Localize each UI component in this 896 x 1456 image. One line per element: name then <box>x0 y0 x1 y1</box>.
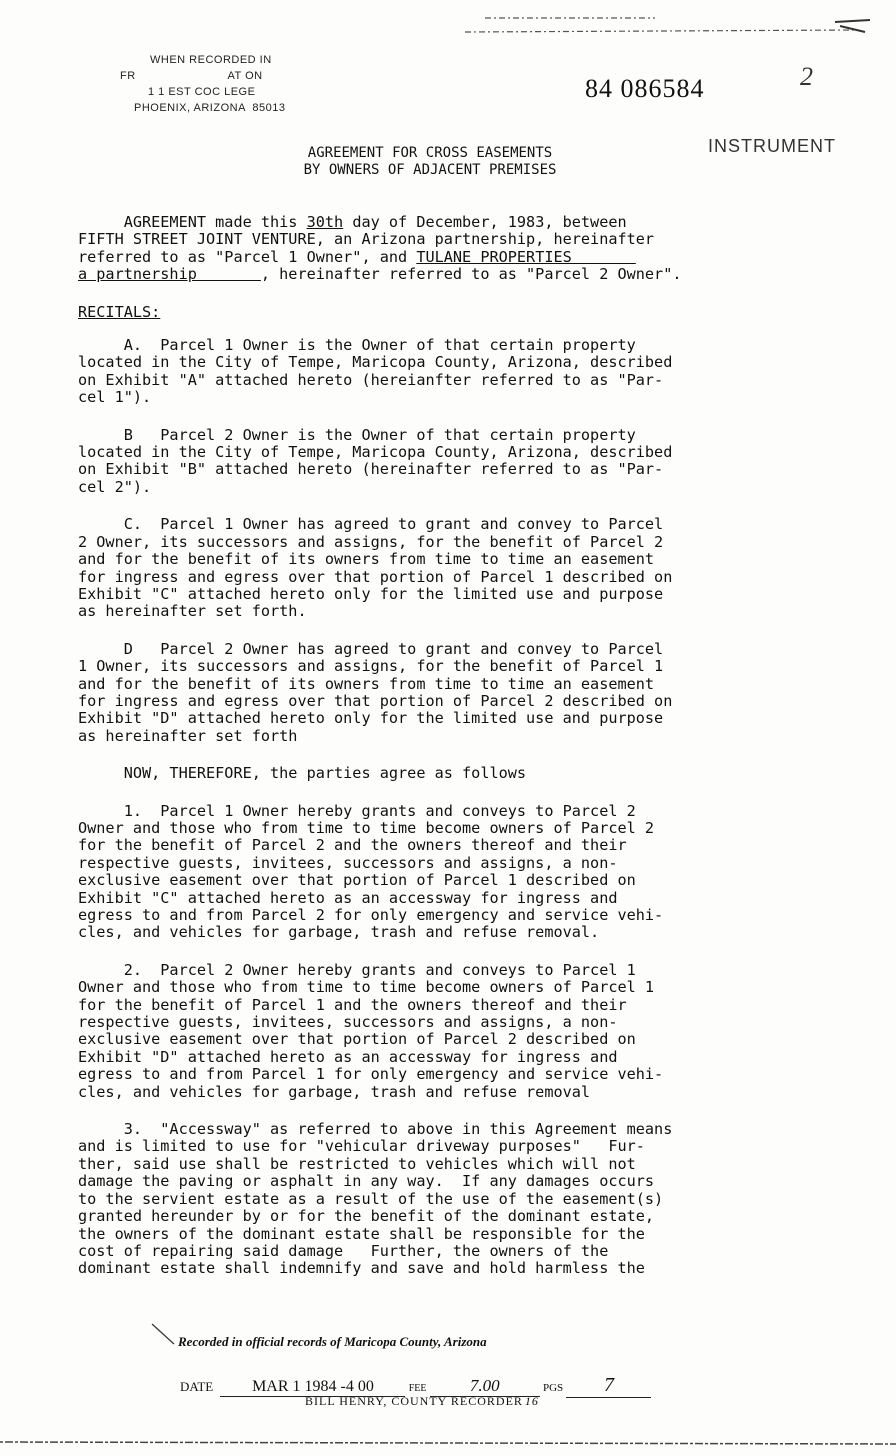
title-line-1: AGREEMENT FOR CROSS EASEMENTS <box>307 145 553 161</box>
document-body <box>78 214 788 1298</box>
stamp-line-3: 1 1 EST COC LEGE <box>148 86 256 98</box>
agreement-day: 30th <box>306 213 344 231</box>
document-title <box>180 145 680 179</box>
instrument-label: INSTRUMENT <box>708 136 836 156</box>
intro-paragraph <box>78 214 788 284</box>
pgs-label: PGS <box>543 1382 564 1394</box>
recital-a: A. Parcel 1 Owner is the Owner of that certain property located in the City of Tempe, Maricopa County, Arizona, described on Exhibit "A" attached hereto (hereianfter referred to as "Par- cel 1"). <box>78 336 673 407</box>
title-line-2: BY OWNERS OF ADJACENT PREMISES <box>303 162 557 178</box>
recital-c: C. Parcel 1 Owner has agreed to grant and convey to Parcel 2 Owner, its successors and assigns, for the benefit of Parcel 2 and for the benefit of its owners from time to time an easement for ingress and egress over that portion of Parcel 1 described on Exhibit "C" attached hereto only for the limited use and purpose as hereinafter set forth. <box>78 515 673 621</box>
recording-title: Recorded in official records of Maricopa County, Arizona <box>178 1334 487 1349</box>
now-therefore: NOW, THEREFORE, the parties agree as follows <box>78 764 527 783</box>
clause-1: 1. Parcel 1 Owner hereby grants and conveys to Parcel 2 Owner and those who from time to time become owners of Parcel 2 for the benefit of Parcel 2 and the owners thereof and their respective guests, invitees, successors and assigns, a non- exclusive easement over that portion of Parcel 1 described on Exhibit "C" attached hereto as an accessway for ingress and egress to and from Parcel 2 for only emergency and service vehi- cles, and vehicles for garbage, trash and refuse removal. <box>78 801 664 942</box>
party-name: TULANE PROPERTIES <box>416 247 636 266</box>
return-address-stamp <box>120 52 320 116</box>
recital-b: B Parcel 2 Owner is the Owner of that certain property located in the City of Tempe, Maricopa County, Arizona, described on Exhibit "B" attached hereto (hereinafter referred to as "Par- cel 2"). <box>78 425 673 496</box>
stamp-line-2: FR AT ON <box>120 70 263 82</box>
recorder-mark: 16 <box>524 1394 539 1408</box>
date-label: DATE <box>180 1379 214 1394</box>
document-number: 84 086584 <box>585 74 705 103</box>
scan-artifact-bottom <box>0 1436 896 1450</box>
clause-2: 2. Parcel 2 Owner hereby grants and conveys to Parcel 1 Owner and those who from time to time become owners of Parcel 1 for the benefit of Parcel 1 and the owners thereof and their respective guests, invitees, successors and assigns, a non- exclusive easement over that portion of Parcel 2 described on Exhibit "D" attached hereto as an accessway for ingress and egress to and from Parcel 1 for only emergency and service vehi- cles, and vehicles for garbage, trash and refuse removal <box>78 960 664 1101</box>
recital-d: D Parcel 2 Owner has agreed to grant and convey to Parcel 1 Owner, its successors and assigns, for the benefit of Parcel 1 and for the benefit of its owners from time to time an easement for ingress and egress over that portion of Parcel 2 described on Exhibit "D" attached hereto only for the limited use and purpose as hereinafter set forth <box>78 639 673 745</box>
intro-text-3: , hereinafter referred to as "Parcel 2 Owner". <box>260 265 682 284</box>
stamp-line-1: WHEN RECORDED IN <box>150 54 272 66</box>
scan-artifact-top <box>455 12 875 36</box>
fee-value: 7.00 <box>430 1376 540 1397</box>
stamp-line-4: PHOENIX, ARIZONA 85013 <box>134 102 286 114</box>
intro-text-1: AGREEMENT made this <box>78 213 307 231</box>
intro-text-2: day of December, 1983, between FIFTH STREET JOINT VENTURE, an Arizona partnership, hereinafter referred to as "Parcel 1 Owner", and <box>78 213 655 266</box>
fee-label: FEE <box>408 1383 427 1394</box>
handwritten-mark: 2 <box>800 62 813 91</box>
recitals-heading: RECITALS: <box>78 302 161 321</box>
party-type: a partnership <box>78 265 261 284</box>
clause-3: 3. "Accessway" as referred to above in this Agreement means and is limited to use for "vehicular driveway purposes" Fur- ther, said use shall be restricted to vehicles which will not damage the paving or asphalt in any way. If any damages occurs to the servient estate as a result of the use of the easement(s) granted hereunder by or for the benefit of the dominant estate, the owners of the dominant estate shall be responsible for the cost of repairing said damage Further, the owners of the dominant estate shall indemnify and save and hold harmless the <box>78 1120 673 1278</box>
recorder-name: BILL HENRY, COUNTY RECORDER <box>305 1394 523 1408</box>
tick-mark <box>150 1322 180 1352</box>
recorder-line <box>305 1394 539 1409</box>
date-value: MAR 1 1984 -4 00 <box>220 1378 405 1397</box>
pgs-value: 7 <box>566 1374 651 1398</box>
